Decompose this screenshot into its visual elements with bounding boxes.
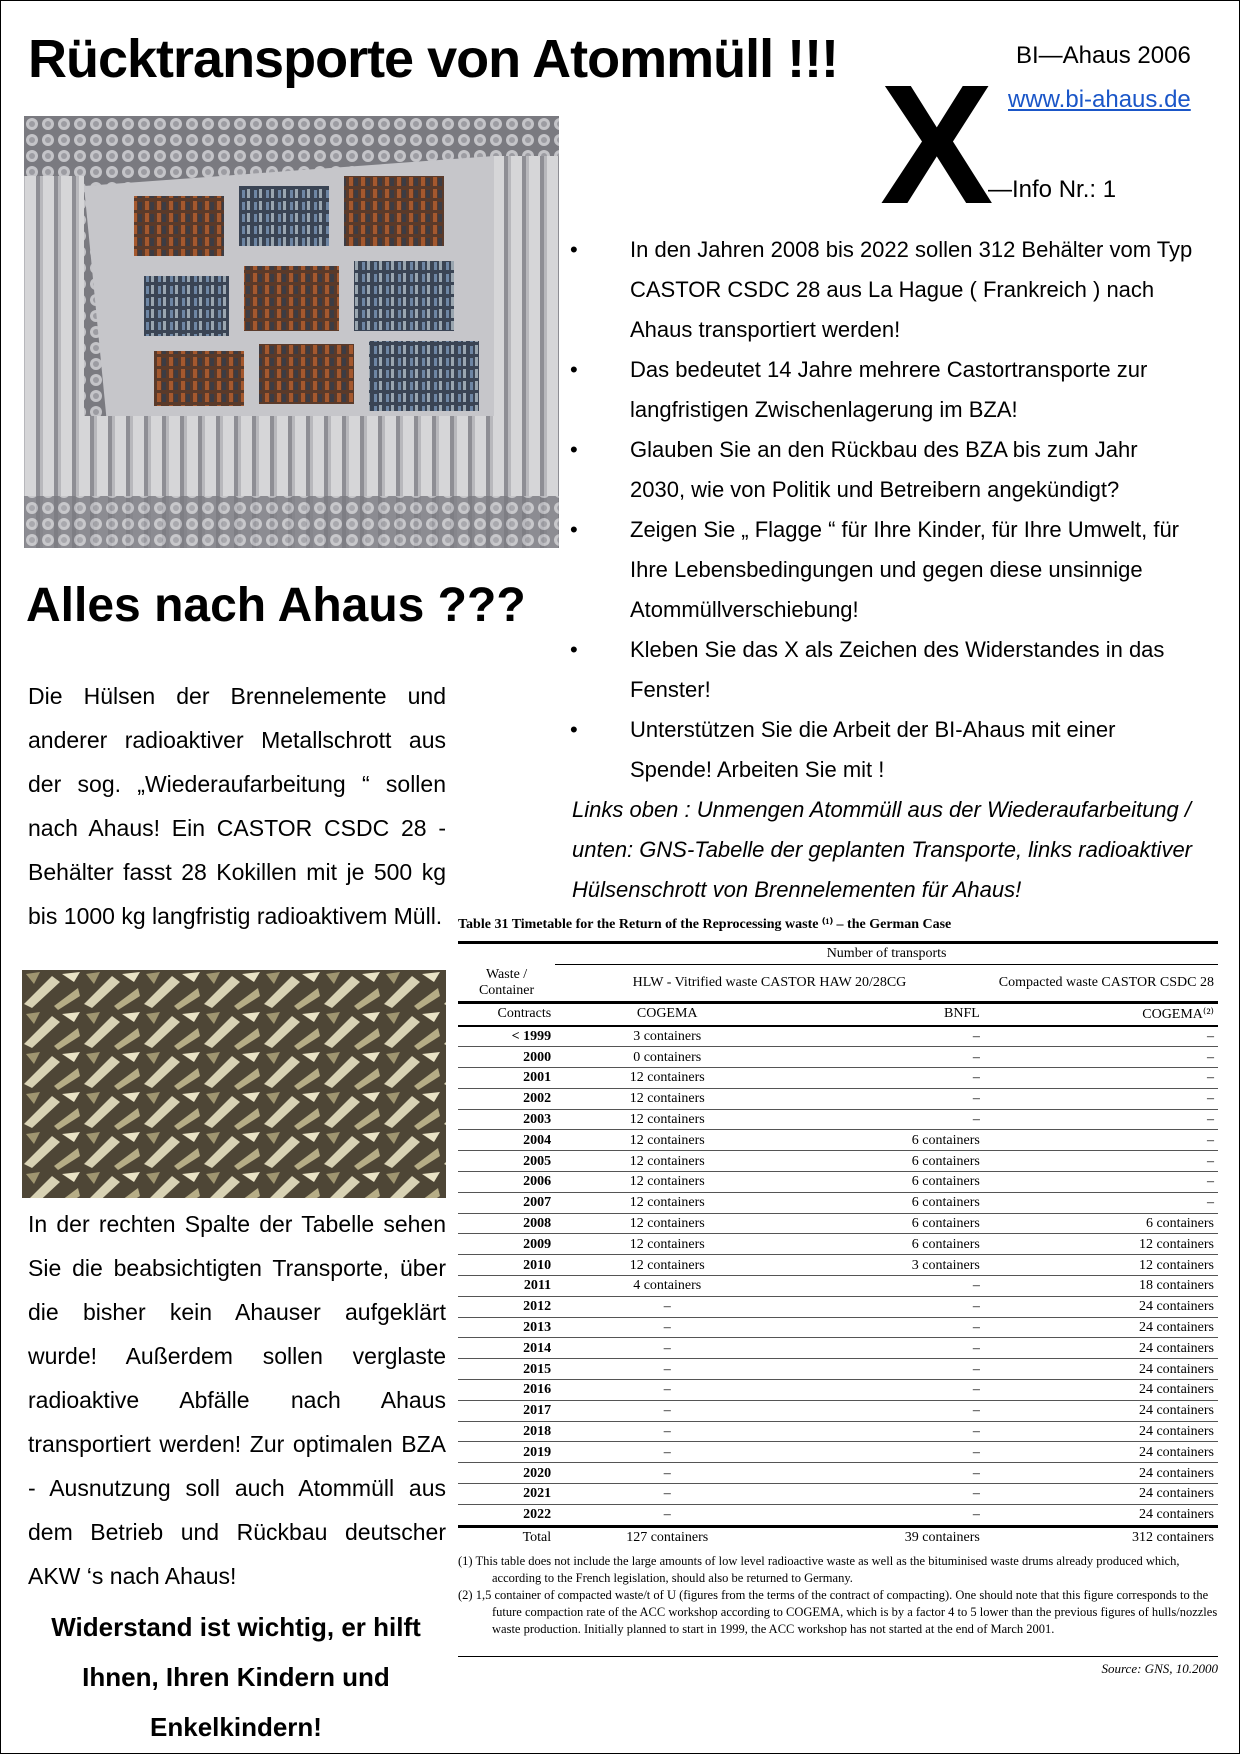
table-row — [458, 1047, 1218, 1068]
table-cell: 24 containers — [984, 1359, 1218, 1380]
bullet-item: • In den Jahren 2008 bis 2022 sollen 312 Behälter vom Typ CASTOR CSDC 28 aus La Hague ( Frankreich ) nach Ahaus transportiert werden! — [566, 230, 1196, 350]
table-body — [458, 1026, 1218, 1527]
table-cell: 2001 — [458, 1068, 555, 1089]
table-cell: 24 containers — [984, 1296, 1218, 1317]
table-row — [458, 1068, 1218, 1089]
table-row — [458, 1151, 1218, 1172]
table-cell: – — [555, 1442, 779, 1463]
table-cell: 2010 — [458, 1255, 555, 1276]
bullet-item: • Das bedeutet 14 Jahre mehrere Castortransporte zur langfristigen Zwischenlagerung im BZA! — [566, 350, 1196, 430]
table-row — [458, 1088, 1218, 1109]
table-cell: – — [555, 1400, 779, 1421]
table-cell: 2014 — [458, 1338, 555, 1359]
table-cell: – — [984, 1068, 1218, 1089]
table-row — [458, 1380, 1218, 1401]
table-cell: 24 containers — [984, 1484, 1218, 1505]
table-row — [458, 1338, 1218, 1359]
table-cell: 2015 — [458, 1359, 555, 1380]
table-cell: 24 containers — [984, 1400, 1218, 1421]
table-caption: Table 31 Timetable for the Return of the Reprocessing waste ⁽¹⁾ – the German Case — [458, 917, 952, 932]
organization-label: BI—Ahaus 2006 — [1016, 42, 1191, 69]
table-header-waste: Waste / Container — [478, 966, 535, 998]
table-cell: 24 containers — [984, 1463, 1218, 1484]
table-cell: 0 containers — [555, 1047, 779, 1068]
table-row — [458, 1172, 1218, 1193]
table-row — [458, 1234, 1218, 1255]
table-cell: – — [555, 1463, 779, 1484]
table-cell: 24 containers — [984, 1442, 1218, 1463]
table-cell: 2019 — [458, 1442, 555, 1463]
table-cell: – — [779, 1380, 984, 1401]
table-cell: – — [779, 1026, 984, 1047]
table-cell: 2000 — [458, 1047, 555, 1068]
page-title: Rücktransporte von Atommüll !!! — [28, 29, 839, 89]
table-cell: – — [984, 1192, 1218, 1213]
table-cell: 18 containers — [984, 1276, 1218, 1297]
table-cell: – — [779, 1338, 984, 1359]
table-cell: – — [984, 1172, 1218, 1193]
table-explanation-paragraph: In der rechten Spalte der Tabelle sehen Sie die beabsichtigten Transporte, über die bisher kein Ahauser aufgeklärt wurde! Außerdem sollen verglaste radioaktive Abfälle nach Ahaus transportiert werden! Zur optimalen BZA - Ausnutzung soll auch Atommüll aus dem Betrieb und Rückbau deutscher AKW ‘s nach Ahaus! — [28, 1211, 446, 1589]
table-cell: 2004 — [458, 1130, 555, 1151]
table-cell: 2017 — [458, 1400, 555, 1421]
table-cell: 127 containers — [555, 1526, 779, 1547]
closing-statement: Widerstand ist wichtig, er hilft Ihnen, Ihren Kindern und Enkelkindern! — [51, 1612, 421, 1742]
table-footnotes — [458, 1553, 1218, 1638]
table-cell: – — [555, 1380, 779, 1401]
table-cell: 3 containers — [779, 1255, 984, 1276]
table-subheader-cogema-compacted: COGEMA⁽²⁾ — [1142, 1006, 1214, 1022]
waste-storage-photo — [24, 116, 559, 548]
table-row — [458, 1317, 1218, 1338]
table-cell: 12 containers — [555, 1255, 779, 1276]
table-cell: 2005 — [458, 1151, 555, 1172]
table-row — [458, 1130, 1218, 1151]
table-cell: – — [984, 1130, 1218, 1151]
table-cell: 2006 — [458, 1172, 555, 1193]
table-row — [458, 1400, 1218, 1421]
table-cell: 24 containers — [984, 1380, 1218, 1401]
info-number: —Info Nr.: 1 — [988, 176, 1117, 203]
table-cell: 12 containers — [555, 1088, 779, 1109]
table-cell: 12 containers — [555, 1068, 779, 1089]
table-row — [458, 1463, 1218, 1484]
table-cell: 12 containers — [555, 1172, 779, 1193]
table-cell: 12 containers — [555, 1192, 779, 1213]
table-row — [458, 1504, 1218, 1526]
table-subheader-bnfl: BNFL — [944, 1006, 980, 1021]
hull-scrap-photo — [22, 970, 446, 1198]
table-row — [458, 1359, 1218, 1380]
table-cell: – — [555, 1317, 779, 1338]
table-subheader-cogema: COGEMA — [636, 1006, 698, 1021]
table-cell: 12 containers — [555, 1213, 779, 1234]
table-cell: – — [984, 1047, 1218, 1068]
table-row — [458, 1192, 1218, 1213]
table-header-blank — [458, 943, 555, 965]
table-row — [458, 1421, 1218, 1442]
table-cell: < 1999 — [458, 1026, 555, 1047]
table-cell: 312 containers — [984, 1526, 1218, 1547]
table-cell: 12 containers — [984, 1234, 1218, 1255]
table-cell: – — [984, 1088, 1218, 1109]
table-cell: 3 containers — [555, 1026, 779, 1047]
table-cell: – — [555, 1296, 779, 1317]
table-cell: 4 containers — [555, 1276, 779, 1297]
table-cell: 6 containers — [779, 1151, 984, 1172]
table-cell: 6 containers — [984, 1213, 1218, 1234]
footnote: (1) This table does not include the large amounts of low level radioactive waste as well as the bituminised waste drums already produced which, according to the French legislation, should also be returned to Germany. — [458, 1554, 1180, 1586]
table-cell: – — [984, 1151, 1218, 1172]
table-cell: 2013 — [458, 1317, 555, 1338]
table-cell: 2022 — [458, 1504, 555, 1526]
bullet-item: • Unterstützen Sie die Arbeit der BI-Ahaus mit einer Spende! Arbeiten Sie mit ! — [566, 710, 1196, 790]
table-row — [458, 1442, 1218, 1463]
table-cell: – — [779, 1047, 984, 1068]
table-row — [458, 1026, 1218, 1047]
table-cell: – — [779, 1317, 984, 1338]
table-cell: 6 containers — [779, 1192, 984, 1213]
table-cell: 2016 — [458, 1380, 555, 1401]
table-cell: – — [779, 1463, 984, 1484]
table-cell: – — [779, 1276, 984, 1297]
table-cell: – — [779, 1296, 984, 1317]
table-cell: – — [555, 1338, 779, 1359]
table-cell: 2007 — [458, 1192, 555, 1213]
table-cell: 6 containers — [779, 1213, 984, 1234]
table-row — [458, 1296, 1218, 1317]
bullet-item: • Zeigen Sie „ Flagge “ für Ihre Kinder, für Ihre Umwelt, für Ihre Lebensbedingungen und gegen diese unsinnige Atommüllverschiebung! — [566, 510, 1196, 630]
bullet-list — [566, 230, 1196, 790]
table-cell: 2012 — [458, 1296, 555, 1317]
table-cell: 39 containers — [779, 1526, 984, 1547]
table-cell: – — [555, 1359, 779, 1380]
table-cell: 2003 — [458, 1109, 555, 1130]
bullet-item: • Glauben Sie an den Rückbau des BZA bis zum Jahr 2030, wie von Politik und Betreibern angekündigt? — [566, 430, 1196, 510]
table-cell: 24 containers — [984, 1338, 1218, 1359]
table-cell: 2020 — [458, 1463, 555, 1484]
table-cell: 12 containers — [555, 1109, 779, 1130]
image-caption: Links oben : Unmengen Atommüll aus der Wiederaufarbeitung / unten: GNS-Tabelle der geplanten Transporte, links radioaktiver Hülsenschrott von Brennelementen für Ahaus! — [572, 797, 1193, 902]
table-row — [458, 1213, 1218, 1234]
table-cell: 6 containers — [779, 1234, 984, 1255]
hull-scrap-illustration — [22, 970, 446, 1198]
x-symbol: X — [880, 50, 994, 240]
table-header-hlw: HLW - Vitrified waste CASTOR HAW 20/28CG — [632, 974, 907, 990]
table-cell: 2009 — [458, 1234, 555, 1255]
table-cell: 12 containers — [555, 1151, 779, 1172]
table-cell: – — [555, 1421, 779, 1442]
table-cell: 12 containers — [984, 1255, 1218, 1276]
transport-table-section — [458, 916, 1218, 1677]
table-cell: – — [779, 1442, 984, 1463]
table-subheader-contracts: Contracts — [497, 1006, 552, 1021]
table-cell: – — [779, 1088, 984, 1109]
table-total-row — [458, 1526, 1218, 1547]
table-row — [458, 1255, 1218, 1276]
table-cell: – — [555, 1504, 779, 1526]
table-source: Source: GNS, 10.2000 — [458, 1656, 1218, 1677]
table-cell: 24 containers — [984, 1317, 1218, 1338]
table-cell: – — [779, 1504, 984, 1526]
table-cell: Total — [458, 1526, 555, 1547]
table-cell: – — [779, 1400, 984, 1421]
table-row — [458, 1484, 1218, 1505]
table-cell: 2011 — [458, 1276, 555, 1297]
waste-storage-illustration — [24, 116, 559, 548]
section-heading: Alles nach Ahaus ??? — [26, 579, 526, 632]
table-cell: 6 containers — [779, 1130, 984, 1151]
table-cell: – — [779, 1068, 984, 1089]
bullet-item: • Kleben Sie das X als Zeichen des Widerstandes in das Fenster! — [566, 630, 1196, 710]
table-cell: – — [555, 1484, 779, 1505]
table-cell: – — [779, 1421, 984, 1442]
table-header-compacted: Compacted waste CASTOR CSDC 28 — [998, 974, 1214, 990]
table-cell: – — [984, 1109, 1218, 1130]
table-row — [458, 1109, 1218, 1130]
table-cell: 12 containers — [555, 1234, 779, 1255]
table-cell: – — [984, 1026, 1218, 1047]
transport-table — [458, 941, 1218, 1547]
table-cell: – — [779, 1359, 984, 1380]
table-cell: 12 containers — [555, 1130, 779, 1151]
table-cell: 2008 — [458, 1213, 555, 1234]
footnote: (2) 1,5 container of compacted waste/t of U (figures from the terms of the contract of compacting). One should note that this figure corresponds to the future compaction rate of the ACC workshop according to COGEMA, which is by a factor 4 to 5 lower than the previous figures of hulls/nozzles waste production. Initially planned to start in 1999, the ACC workshop has not started at the end of March 2001. — [458, 1588, 1218, 1637]
website-link[interactable]: www.bi-ahaus.de — [1008, 86, 1191, 113]
table-cell: 6 containers — [779, 1172, 984, 1193]
table-cell: 24 containers — [984, 1421, 1218, 1442]
table-cell: 2018 — [458, 1421, 555, 1442]
table-cell: 2002 — [458, 1088, 555, 1109]
table-row — [458, 1276, 1218, 1297]
table-cell: 24 containers — [984, 1504, 1218, 1526]
table-group-header: Number of transports — [555, 943, 1218, 965]
table-cell: 2021 — [458, 1484, 555, 1505]
intro-paragraph: Die Hülsen der Brennelemente und anderer radioaktiver Metallschrott aus der sog. „Wiederaufarbeitung “ sollen nach Ahaus! Ein CASTOR CSDC 28 - Behälter fasst 28 Kokillen mit je 500 kg bis 1000 kg langfristig radioaktivem Müll. — [28, 683, 446, 929]
table-cell: – — [779, 1484, 984, 1505]
table-cell: – — [779, 1109, 984, 1130]
